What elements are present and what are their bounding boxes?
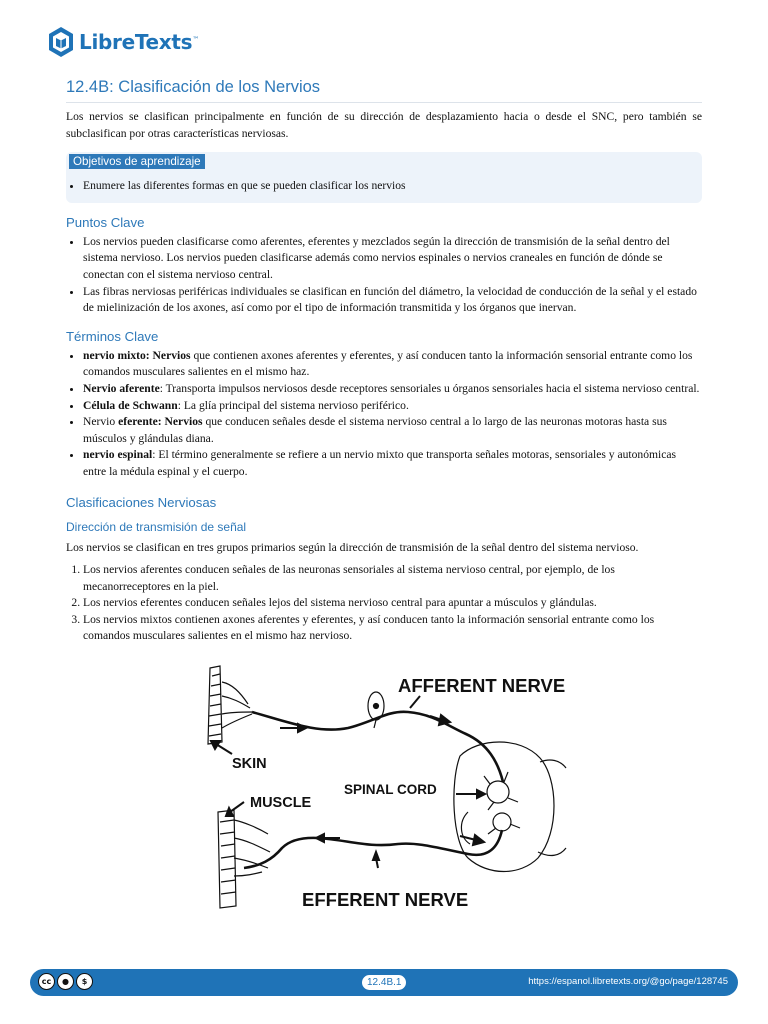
key-points-list — [66, 234, 702, 317]
skin-label: SKIN — [232, 756, 267, 772]
learning-objectives-box — [66, 152, 702, 203]
objectives-label: Objetivos de aprendizaje — [69, 154, 205, 169]
term: Nervio aferente — [83, 381, 160, 395]
classification-item: 3. Los nervios mixtos contienen axones aferentes y eferentes, y así conducen tanto la información sensorial entrante como los comandos musculares salientes en el mismo haz nervioso. — [83, 612, 702, 645]
page-title: 12.4B: Clasificación de los Nervios — [66, 78, 702, 103]
objectives-list — [66, 178, 702, 195]
libretexts-logo[interactable] — [47, 26, 199, 58]
by-icon: ● — [57, 973, 74, 990]
main-content — [66, 78, 702, 645]
intro-paragraph: Los nervios se clasifican principalmente en función de su dirección de desplazamiento hacia o desde el SNC, pero también se subclasifican por otras características nerviosas. — [66, 110, 702, 140]
page-url-link[interactable]: https://espanol.libretexts.org/@go/page/128745 — [528, 976, 728, 987]
term: Célula de Schwann — [83, 398, 178, 412]
term: nervio mixto: Nervios — [83, 348, 191, 362]
key-term-item: • Nervio aferente: Transporta impulsos nerviosos desde receptores sensoriales u órganos sensoriales hacia el sistema nervioso central. — [83, 381, 702, 398]
classifications-heading: Clasificaciones Nerviosas — [66, 494, 217, 510]
objective-item: • Enumere las diferentes formas en que se pueden clasificar los nervios — [83, 178, 702, 195]
nerve-diagram — [198, 662, 570, 912]
nc-icon: $ — [76, 973, 93, 990]
key-term-item: • nervio espinal: El término generalmente se refiere a un nervio mixto que transporta señales motoras, sensoriales y autonómicas entre la médula espinal y el cuerpo. — [83, 447, 702, 480]
key-points-heading: Puntos Clave — [66, 214, 145, 230]
term: nervio espinal — [83, 448, 153, 462]
key-terms-list — [66, 348, 702, 481]
classification-item: 2. Los nervios eferentes conducen señales lejos del sistema nervioso central para apuntar a músculos y glándulas. — [83, 595, 702, 612]
classification-item: 1. Los nervios aferentes conducen señales de las neuronas sensoriales al sistema nervioso central, por ejemplo, de los mecanorreceptores en la piel. — [83, 562, 702, 595]
signal-direction-heading: Dirección de transmisión de señal — [66, 519, 247, 534]
license-badge[interactable] — [38, 973, 93, 990]
spinal-cord-label: SPINAL CORD — [344, 782, 437, 797]
logo-text: LibreTexts™ — [79, 30, 199, 54]
key-point-item: • Las fibras nerviosas periféricas individuales se clasifican en función del diámetro, la velocidad de conducción de la señal y el estado de mielinización de los axones, así como por el tipo de información transmitida y los órganos que inervan. — [83, 284, 702, 317]
key-terms-heading: Términos Clave — [66, 328, 159, 344]
classifications-list — [66, 562, 702, 645]
efferent-label: EFFERENT NERVE — [302, 889, 469, 910]
cc-icon: cc — [38, 973, 55, 990]
key-term-item: • Nervio eferente: Nervios que conducen señales desde el sistema nervioso central a lo largo de las neuronas motoras hasta sus músculos y glándulas diana. — [83, 414, 702, 447]
key-point-item: • Los nervios pueden clasificarse como aferentes, eferentes y mezclados según la dirección de transmisión de la señal dentro del sistema nervioso. Los nervios pueden clasificarse además como nervios espinales o nervios craneales en función de dónde se conectan con el sistema nervioso central. — [83, 234, 702, 284]
afferent-label: AFFERENT NERVE — [398, 675, 566, 696]
key-term-item: • Célula de Schwann: La glía principal del sistema nervioso periférico. — [83, 398, 702, 415]
key-term-item: • nervio mixto: Nervios que contienen axones aferentes y eferentes, y así conducen tanto la información sensorial entrante como los comandos musculares salientes en el mismo haz. — [83, 348, 702, 381]
page-footer — [30, 969, 738, 996]
classifications-lead: Los nervios se clasifican en tres grupos primarios según la dirección de transmisión de la señal dentro del sistema nervioso. — [66, 540, 639, 554]
term: eferente: Nervios — [118, 415, 203, 429]
muscle-label: MUSCLE — [250, 795, 312, 811]
page-number: 12.4B.1 — [362, 975, 406, 990]
libretexts-logo-icon — [47, 26, 75, 58]
